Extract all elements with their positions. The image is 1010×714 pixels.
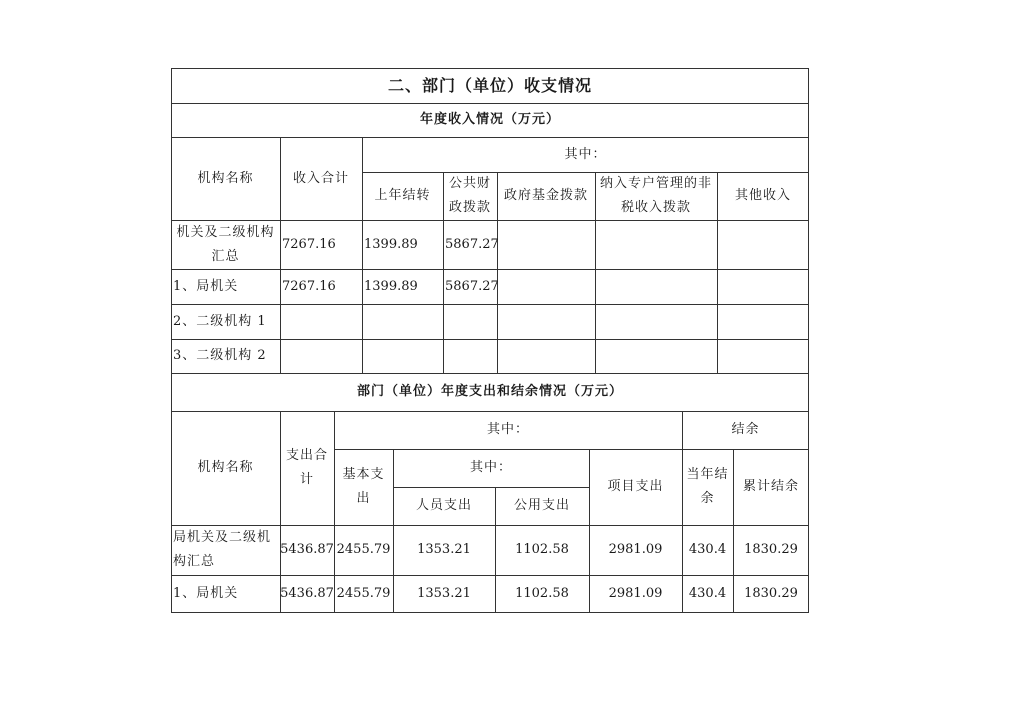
income-header-special: 纳入专户管理的非税收入拨款 xyxy=(599,176,712,215)
expense-row-basic: 2455.79 xyxy=(336,542,391,557)
income-row-carry: 1399.89 xyxy=(364,278,418,294)
income-header-fiscal: 公共财政拨款 xyxy=(448,176,491,215)
expense-row-public: 1102.58 xyxy=(515,542,569,557)
expense-row-total: 5436.87 xyxy=(280,542,334,557)
expense-row-org: 1、局机关 xyxy=(173,586,239,601)
expense-header-personnel: 人员支出 xyxy=(415,498,472,513)
expense-row-basic: 2455.79 xyxy=(336,586,391,601)
income-row-org: 3、二级机构 2 xyxy=(173,348,267,363)
expense-header-org: 机构名称 xyxy=(197,460,254,475)
income-header-org: 机构名称 xyxy=(197,170,254,186)
income-header-fund: 政府基金拨款 xyxy=(503,188,588,203)
income-header-of-which: 其中： xyxy=(564,146,607,162)
expense-row-cumulative-surplus: 1830.29 xyxy=(744,542,798,557)
income-header-carry: 上年结转 xyxy=(374,188,431,203)
expense-row-personnel: 1353.21 xyxy=(417,586,471,601)
income-row-org: 2、二级机构 1 xyxy=(173,313,267,329)
income-header-total: 收入合计 xyxy=(292,170,349,186)
income-row-org: 1、局机关 xyxy=(173,278,239,294)
income-row-total: 7267.16 xyxy=(282,236,336,252)
expense-header-project: 项目支出 xyxy=(607,479,664,494)
expense-header-of-which-basic: 其中： xyxy=(469,460,512,475)
expense-header-public: 公用支出 xyxy=(513,498,570,513)
expense-header-basic: 基本支出 xyxy=(342,467,385,506)
income-row-fiscal: 5867.27 xyxy=(445,278,499,294)
income-row-org: 机关及二级机构汇总 xyxy=(176,224,275,264)
expense-header-total: 支出合计 xyxy=(285,448,328,487)
expense-row-current-surplus: 430.4 xyxy=(688,586,727,601)
income-section-title: 年度收入情况（万元） xyxy=(419,112,560,127)
income-row-fiscal: 5867.27 xyxy=(445,236,499,252)
expense-row-project: 2981.09 xyxy=(608,586,663,601)
expense-row-project: 2981.09 xyxy=(608,542,663,557)
income-row-total: 7267.16 xyxy=(282,278,336,294)
expense-row-cumulative-surplus: 1830.29 xyxy=(744,586,798,601)
income-row-carry: 1399.89 xyxy=(364,236,418,252)
expense-row-public: 1102.58 xyxy=(515,586,569,601)
expense-header-current-surplus: 当年结余 xyxy=(686,467,729,506)
page-title: 二、部门（单位）收支情况 xyxy=(387,75,592,95)
expense-header-cumulative-surplus: 累计结余 xyxy=(742,479,799,494)
income-header-other: 其他收入 xyxy=(734,188,791,203)
expense-row-total: 5436.87 xyxy=(280,586,334,601)
expense-header-surplus: 结余 xyxy=(731,422,760,437)
expense-row-org: 局机关及二级机构汇总 xyxy=(173,530,272,569)
expense-section-title: 部门（单位）年度支出和结余情况（万元） xyxy=(356,384,623,399)
expense-row-current-surplus: 430.4 xyxy=(688,542,727,557)
expense-header-of-which: 其中： xyxy=(486,422,529,437)
expense-row-personnel: 1353.21 xyxy=(417,542,471,557)
